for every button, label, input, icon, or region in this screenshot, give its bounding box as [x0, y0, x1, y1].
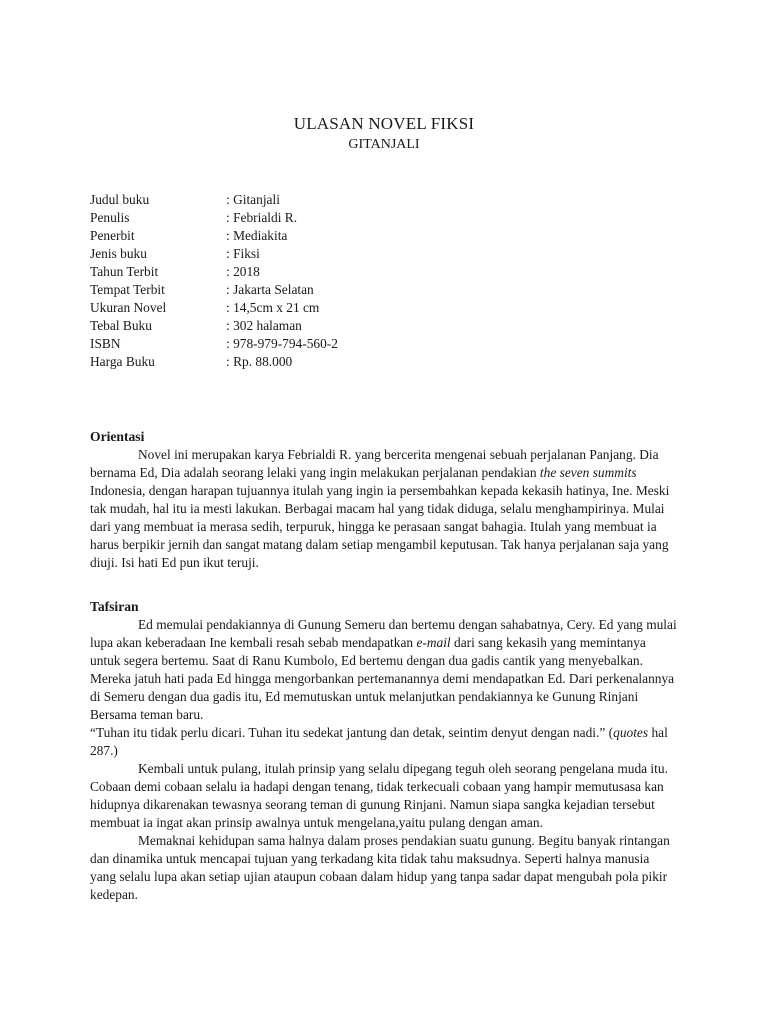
book-info-row [90, 335, 690, 353]
info-value: : Gitanjali [226, 192, 280, 207]
text-run: Novel ini merupakan karya Febrialdi R. yang bercerita mengenai sebuah perjalanan Panjang. Dia bernama Ed, Dia adalah seorang lelaki yang ingin melakukan perjalanan pendakian [90, 447, 659, 480]
text-run: Indonesia, dengan harapan tujuannya itulah yang ingin ia persembahkan kepada kekasih hatinya, Ine. Meski tak mudah, hal itu ia mesti lakukan. Berbagai macam hal yang tidak diduga, selalu menghampirinya. Mulai dari yang membuat ia merasa sedih, terpuruk, hingga ke perasaan sangat bahagia. Itulah yang membuat ia harus berpikir jernih dan sangat matang dalam setiap mengambil keputusan. Tak hanya perjalanan saja yang diuji. Isi hati Ed pun ikut teruji. [90, 483, 670, 570]
quote-paragraph [90, 724, 678, 760]
info-value: : Jakarta Selatan [226, 282, 314, 297]
info-label: Tempat Terbit [90, 282, 165, 297]
orientasi-section [90, 428, 678, 572]
tafsiran-paragraph: Memaknai kehidupan sama halnya dalam proses pendakian suatu gunung. Begitu banyak rintangan dan dinamika untuk mencapai tujuan yang terkadang kita tidak tahu maksudnya. Seperti halnya manusia yang selalu lupa akan setiap ujian ataupun cobaan dalam hidup yang tanpa sadar dapat mengubah pola pikir kedepan. [90, 833, 670, 902]
info-value: : Rp. 88.000 [226, 354, 293, 369]
book-info-row [90, 353, 690, 371]
text-run: dari sang kekasih yang memintanya untuk segera bertemu. Saat di Ranu Kumbolo, Ed bertemu dengan dua gadis cantik yang menyebalkan. Mereka jatuh hati pada Ed hingga mengorbankan pertemanannya demi mendapatkan Ed. Dari perkenalannya di Semeru dengan dua gadis itu, Ed memutuskan untuk melanjutkan pendakiannya ke Gunung Rinjani Bersama teman baru. [90, 635, 675, 722]
info-value: : Fiksi [226, 246, 260, 261]
book-info-row [90, 227, 690, 245]
tafsiran-paragraph: Kembali untuk pulang, itulah prinsip yang selalu dipegang teguh oleh seorang pengelana muda itu. Cobaan demi cobaan selalu ia hadapi dengan tenang, tidak terkecuali cobaan yang hampir memutusasa kan hidupnya dikarenakan tewasnya seorang teman di gunung Rinjani. Namun siapa sangka kejadian tersebut membuat ia ingat akan prinsip awalnya untuk mengelana,yaitu pulang dengan aman. [90, 761, 668, 830]
tafsiran-paragraph [90, 616, 678, 724]
info-label: Penulis [90, 210, 130, 225]
book-info-row [90, 209, 690, 227]
info-value: : 978-979-794-560-2 [226, 336, 338, 351]
info-value: : Mediakita [226, 228, 288, 243]
italic-text: quotes [613, 725, 649, 740]
info-label: Judul buku [90, 192, 150, 207]
info-label: Ukuran Novel [90, 300, 167, 315]
orientasi-paragraph [90, 446, 678, 572]
italic-text: the seven summits [539, 465, 637, 480]
section-heading-tafsiran: Tafsiran [90, 599, 139, 614]
book-info-row [90, 245, 690, 263]
document-subtitle: GITANJALI [348, 137, 420, 152]
quote-source: hal 287.) [90, 725, 668, 758]
book-info-row [90, 281, 690, 299]
book-info-row [90, 299, 690, 317]
text-run: Ed memulai pendakiannya di Gunung Semeru dan bertemu dengan sahabatnya, Cery. Ed yang mulai lupa akan keberadaan Ine kembali resah sebab mendapatkan [90, 617, 677, 650]
info-value: : 2018 [226, 264, 260, 279]
book-info-row [90, 263, 690, 281]
info-label: ISBN [90, 336, 121, 351]
italic-text: e-mail [416, 635, 451, 650]
info-label: Tebal Buku [90, 318, 152, 333]
info-label: Jenis buku [90, 246, 147, 261]
book-info-list [90, 191, 690, 371]
info-value: : 14,5cm x 21 cm [226, 300, 320, 315]
book-info-row [90, 191, 690, 209]
book-info-row [90, 317, 690, 335]
quote-text: “Tuhan itu tidak perlu dicari. Tuhan itu sedekat jantung dan detak, seintim denyut dengan nadi.” ( [90, 725, 614, 740]
info-value: : 302 halaman [226, 318, 302, 333]
info-value: : Febrialdi R. [226, 210, 298, 225]
tafsiran-section [90, 598, 678, 904]
section-heading-orientasi: Orientasi [90, 429, 145, 444]
info-label: Harga Buku [90, 354, 155, 369]
info-label: Penerbit [90, 228, 135, 243]
info-label: Tahun Terbit [90, 264, 159, 279]
document-title: ULASAN NOVEL FIKSI [293, 114, 475, 133]
